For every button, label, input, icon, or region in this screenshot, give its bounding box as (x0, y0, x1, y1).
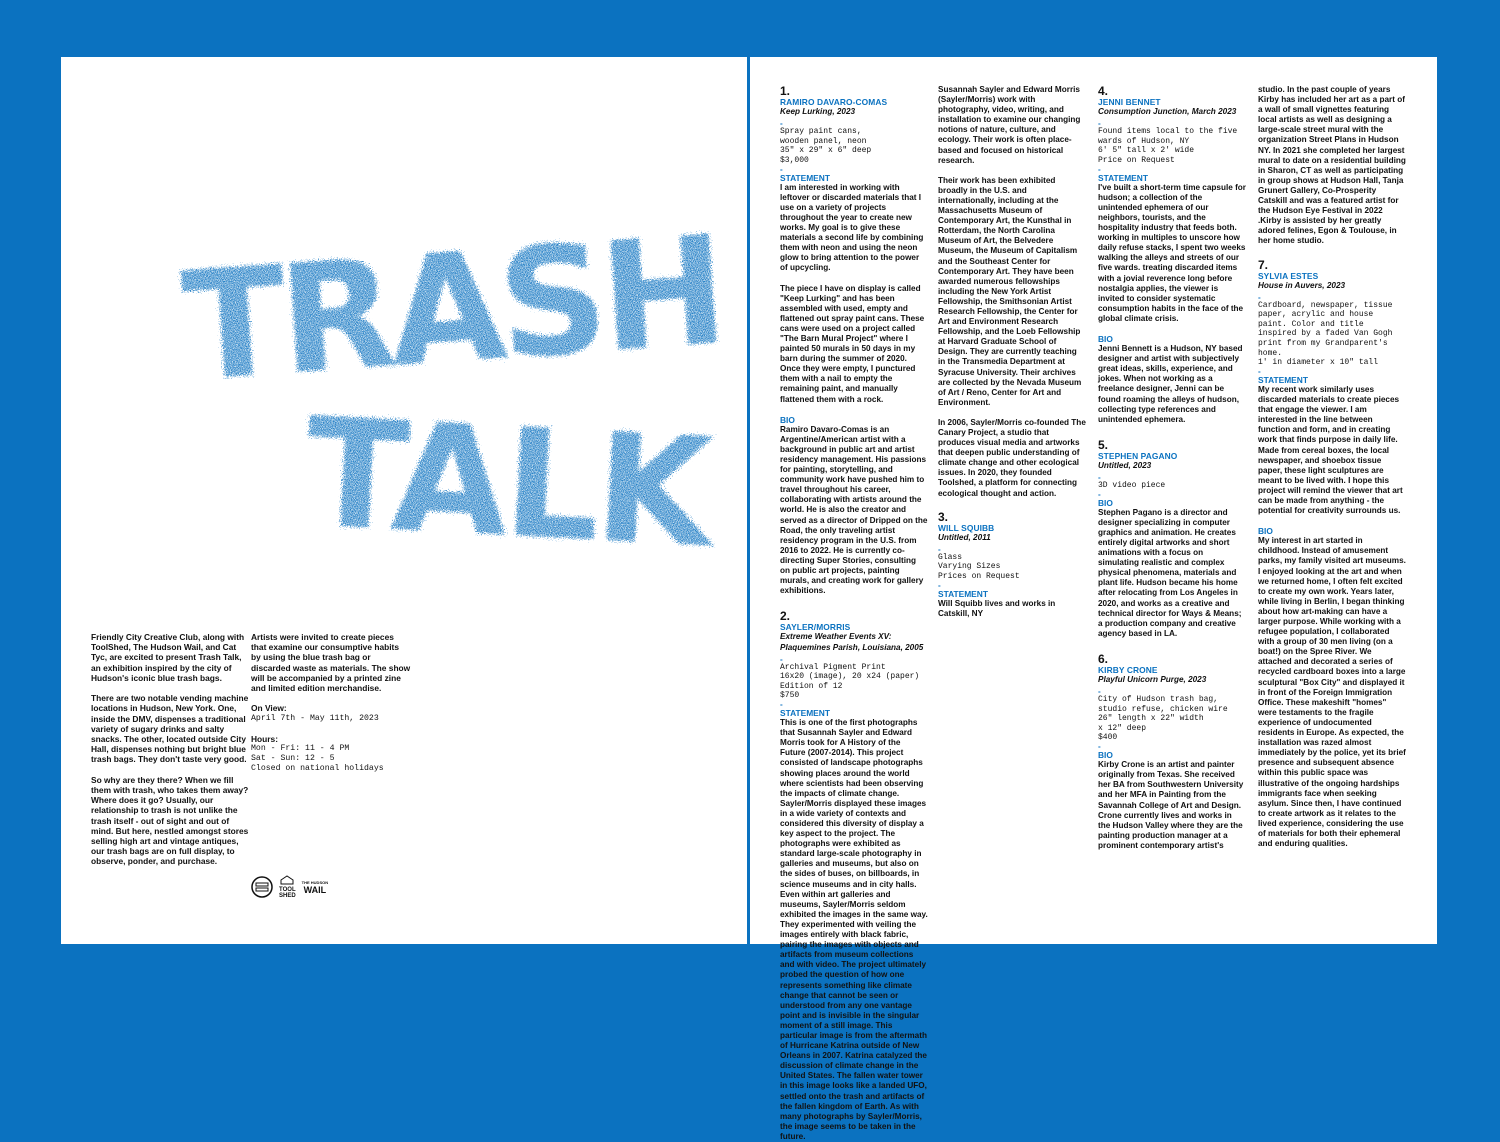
work-title: Playful Unicorn Purge, 2023 (1098, 675, 1207, 684)
divider: - (1258, 292, 1261, 302)
artist-name: WILL SQUIBB (938, 522, 995, 533)
artwork-entry (1098, 439, 1246, 639)
bio-text: Susannah Sayler and Edward Morris (Sayler/Morris) work with photography, video, writing, and installation to examine our changing notions of nature, culture, and ecology. Their work is often place-based and focused on historical research. (938, 85, 1081, 165)
divider: - (1258, 366, 1261, 376)
toolshed-house-icon (280, 875, 294, 885)
work-specs: Archival Pigment Print 16x20 (image), 20 x24 (paper) Edition of 12 $750 (780, 662, 920, 701)
statement-label: STATEMENT (1258, 374, 1308, 385)
wail-logo-text: WAIL (303, 884, 327, 895)
work-specs: Cardboard, newspaper, tissue paper, acrylic and house paint. Color and title inspired by a faded Van Gogh print from my Grandparent's home. 1' in diameter x 10" tall (1258, 300, 1393, 368)
artist-name: JENNI BENNET (1098, 97, 1161, 107)
artist-name: SAYLER/MORRIS (780, 622, 851, 633)
divider: - (780, 164, 783, 174)
divider: - (780, 654, 783, 664)
work-specs: Spray paint cans, wooden panel, neon 35" x 29" x 6" deep $3,000 (780, 127, 872, 165)
toolshed-logo-text: TOOL (279, 887, 296, 893)
work-title: House in Auvers, 2023 (1258, 280, 1346, 290)
artist-name: RAMIRO DAVARO-COMAS (780, 97, 888, 107)
intro-paragraph: There are two notable vending machine locations in Hudson, New York. One, inside the DMV, dispenses a traditional variety of sugary drinks and salty snacks. The other, located outside City Hall, dispenses nothing but bright blue trash bags. They don't taste very good. (91, 693, 249, 765)
work-title: Untitled, 2011 (938, 532, 991, 542)
bio-label: BIO (780, 414, 795, 425)
statement-text: Will Squibb lives and works in Catskill, NY (938, 598, 1056, 618)
hours-label: Hours: (251, 733, 278, 744)
bio-label: BIO (1098, 497, 1113, 508)
artwork-entry (938, 511, 1086, 619)
artist-name: SYLVIA ESTES (1258, 270, 1319, 281)
divider: - (938, 580, 941, 590)
divider: - (1098, 687, 1101, 697)
artwork-entry (1258, 259, 1406, 850)
divider: - (1098, 489, 1101, 499)
statement-text: I've built a short-term time capsule for hudson; a collection of the unintended ephemera of our neighbors, tourists, and the hospitality industry that feeds both. working in multiples to unscore how daily refuse stacks, I spent two weeks walking the alleys and streets of our five wards. treating discarded items with a jovial reverence long before nostalgia applies, the viewer is invited to consider systematic consumption habits in the face of the global climate crisis. (1098, 182, 1246, 323)
divider: - (1098, 119, 1101, 129)
bio-label: BIO (1098, 750, 1113, 761)
hours-holidays: Closed on national holidays (251, 763, 384, 773)
intro-column-1 (91, 632, 249, 877)
intro-paragraph: Friendly City Creative Club, along with ToolShed, The Hudson Wail, and Cat Tyc, are excited to present Trash Talk, an exhibition inspired by the city of Hudson's iconic blue trash bags. (91, 632, 245, 683)
wail-logo-text: THE HUDSON (301, 879, 329, 885)
artist-name: STEPHEN PAGANO (1098, 450, 1178, 461)
bio-text: Kirby Crone is an artist and painter originally from Texas. She received her BA from Southwestern University and her MFA in Painting from the Savannah College of Art and Design. Crone currently lives and works in the Hudson Valley where they are the painting production manager at a prominent contemporary artist's (1098, 760, 1244, 850)
divider: - (1098, 473, 1101, 482)
column-4 (1258, 85, 1406, 857)
bio-text: Stephen Pagano is a director and designer specializing in computer graphics and animation. He creates entirely digital artworks and short animations with a focus on simulating realistic and complex physical phenomena, materials and plant life. Hudson became his home after relocating from Los Angeles in 2020, and works as a creative and technical director for Ways & Means; a production company and creative agency based in LA. (1098, 507, 1242, 638)
bio-text: Ramiro Davaro-Comas is an Argentine/American artist with a background in public art and artist residency management. His passions for painting, storytelling, and community work have pushed him to travel throughout his career, collaborating with artists around the world. He is also the creator and served as a director of Dripped on the Road, the only traveling artist residency program in the U.S. from 2016 to 2022. He is currently co-directing Super Stories, consulting on public art projects, painting murals, and creating work for gallery exhibitions. (780, 424, 928, 596)
artist-name: KIRBY CRONE (1098, 664, 1158, 675)
artwork-entry (1098, 653, 1246, 851)
on-view-dates: April 7th - May 11th, 2023 (251, 713, 379, 723)
work-specs: Found items local to the five wards of Hudson, NY 6' 5" tall x 2' wide Price on Request (1098, 127, 1238, 165)
trash-talk-title-art (156, 177, 727, 597)
column-1 (780, 84, 928, 1141)
divider: - (1098, 164, 1101, 174)
bio-text: My interest in art started in childhood. Instead of amusement parks, my family visited art museums. I enjoyed looking at the art and when we returned home, I often felt excited to create my own work. Years later, while living in Berlin, I began thinking about how art-making can have a larger purpose. While working with a refugee population, I collaborated with a group of 30 men living (on a boat!) on the Spree River. We attached and decorated a series of recycled cardboard boxes into a large sculptural "Box City" and displayed it in front of the Foreign Immigration Office. These makeshift "homes" were testaments to the fragile experience of undocumented residents in Europe. As expected, the installation was razed almost immediately by the police, yet its brief presence and subsequent absence within this public space was illustrative of the ongoing hardships immigrants face when seeking asylum. Since then, I have continued to create artwork as it relates to the lived experience, considering the use of materials for both their ephemeral and enduring qualities. (1258, 536, 1406, 849)
intro-paragraph: Artists were invited to create pieces that examine our consumptive habits by using the blue trash bag or discarded waste as materials. The show will be accompanied by a printed zine and limited edition merchandise. (251, 632, 411, 694)
work-specs: 3D video piece (1098, 481, 1166, 490)
column-3 (1098, 85, 1246, 859)
statement-text: This is one of the first photographs that Susannah Sayler and Edward Morris took for A History of the Future (2007-2014). This project consisted of landscape photographs showing places around the world where scientists had been observing the impacts of climate change. Sayler/Morris displayed these images in a wide variety of contexts and considered this diversity of display a key aspect to the project. The photographs were exhibited as standard large-scale photography in galleries and museums, but also on the sides of buses, on billboards, in science museums and in city halls. Even within art galleries and museums, Sayler/Morris seldom exhibited the images in the same way. They experimented with veiling the images entirely with black fabric, pairing the images with objects and artifacts from museum collections and with video. The project ultimately probed the question of how one represents something like climate change that cannot be seen or understood from any one vantage point and is invisible in the singular moment of a still image. This particular image is from the aftermath of Hurricane Katrina outside of New Orleans in 2007. Katrina catalyzed the discussion of climate change in the United States. The fallen water tower in this image looks like a landed UFO, settled onto the trash and artifacts of the fallen kingdom of Earth. As with many photographs by Sayler/Morris, the image seems to be taken in the future. (780, 718, 928, 1141)
column-2 (938, 85, 1086, 627)
left-page (61, 57, 747, 944)
entry-number: 1. (780, 84, 791, 98)
statement-label: STATEMENT (780, 707, 830, 718)
entry-number: 5. (1098, 437, 1109, 452)
work-title: Untitled, 2023 (1098, 460, 1152, 470)
bio-text: In 2006, Sayler/Morris co-founded The Canary Project, a studio that produces visual media and artworks that deepen public understanding of climate change and other ecological issues. In 2020, they founded Toolshed, a platform for connecting ecological thought and action. (938, 417, 1086, 498)
bio-label: BIO (1098, 333, 1113, 344)
work-title: Consumption Junction, March 2023 (1098, 107, 1237, 117)
toolshed-logo (279, 875, 296, 899)
work-title: Keep Lurking, 2023 (780, 107, 856, 117)
entry-number: 6. (1098, 651, 1109, 666)
intro-paragraph: So why are they there? When we fill them with trash, who takes them away? Where does it go? Usually, our relationship to trash is not unlike the trash itself - out of sight and out of mind. But here, nestled amongst stores selling high art and vintage antiques, our trash bags are on full display, to observe, ponder, and purchase. (91, 774, 249, 867)
artwork-entry (1098, 85, 1246, 425)
divider: - (780, 119, 783, 129)
divider: - (1098, 742, 1101, 752)
bio-text: Their work has been exhibited broadly in the U.S. and internationally, including at the Massachusetts Museum of Contemporary Art, the Kunsthal in Rotterdam, the North Carolina Museum of Art, the Belvedere Museum, the Museum of Capitalism and the Southeast Center for Contemporary Art. They have been awarded numerous fellowships including the New York Artist Fellowship, the Smithsonian Artist Research Fellowship, the Center for Art and Environment Research Fellowship, and the Loeb Fellowship at Harvard Graduate School of Design. They are currently teaching in the Transmedia Department at Syracuse University. Their archives are collected by the Nevada Museum of Art / Reno, Center for Art and Environment. (938, 175, 1082, 407)
statement-label: STATEMENT (780, 172, 830, 183)
statement-text: The piece I have on display is called "Keep Lurking" and has been assembled with used, empty and flattened out spray paint cans. These cans were used on a project called "The Barn Mural Project" where I painted 50 murals in 50 days in my barn during the summer of 2020. Once they were empty, I punctured them with a nail to empty the remaining paint, and manually flattened them with a rock. (780, 283, 925, 404)
on-view-label: On View: (251, 703, 287, 714)
work-title: Extreme Weather Events XV: Plaquemines Parish, Louisiana, 2005 (780, 632, 924, 652)
right-page (750, 57, 1437, 1141)
statement-text: I am interested in working with leftover or discarded materials that I use on a variety of projects throughout the year to create new works. My goal is to give these materials a second life by combining them with neon and using the neon glow to bring attention to the power of upcycling. (780, 182, 924, 273)
intro-column-2 (251, 632, 411, 774)
toolshed-logo-text: SHED (279, 893, 296, 899)
bio-text: studio. In the past couple of years Kirby has included her art as a part of a wall of small vignettes featuring local artists as well as designing a large-scale street mural with the organization Street Plans in Hudson NY. In 2021 she completed her largest mural to date on a residential building in Sharon, CT as well as participating in group shows at Hudson Hall, Tanja Grunert Gallery, Co-Prosperity Catskill and was a featured artist for the Hudson Eye Festival in 2022 .Kirby is assisted by her greatly adored felines, Egon & Toulouse, in her home studio. (1258, 85, 1406, 246)
title-line-talk: TALK (301, 386, 713, 582)
divider: - (938, 544, 941, 554)
divider: - (780, 699, 783, 709)
work-specs: City of Hudson trash bag, studio refuse, chicken wire 26" length x 22" width x 12" deep $400 (1098, 695, 1228, 743)
statement-label: STATEMENT (938, 588, 988, 599)
entry-number: 3. (938, 509, 949, 524)
bio-text: Jenni Bennett is a Hudson, NY based designer and artist with subjectively great ideas, skills, experience, and jokes. When not working as a freelance designer, Jenni can be found roaming the alleys of hudson, collecting type references and unintended ephemera. (1098, 344, 1243, 424)
friendly-city-logo-icon (251, 876, 273, 898)
bio-label: BIO (1258, 526, 1273, 537)
hudson-wail-logo (302, 880, 328, 895)
artwork-entry (780, 85, 928, 596)
statement-label: STATEMENT (1098, 172, 1148, 183)
hours-weekend: Sat - Sun: 12 - 5 (251, 753, 335, 763)
entry-number: 4. (1098, 84, 1109, 98)
entry-number: 7. (1258, 257, 1269, 272)
hours-weekday: Mon - Fri: 11 - 4 PM (251, 743, 350, 753)
work-specs: Glass Varying Sizes Prices on Request (938, 552, 1020, 582)
statement-text: My recent work similarly uses discarded materials to create pieces that engage the viewer. I am interested in the line between function and form, and in creating work that finds purpose in daily life. Made from cereal boxes, the local newspaper, and shoebox tissue paper, these light sculptures are meant to be lived with. I hope this project will remind the viewer that art can be made from anything - the potential for creativity surrounds us. (1258, 384, 1403, 516)
artwork-entry (780, 609, 928, 1141)
title-line-trash: TRASH (178, 204, 727, 416)
entry-number: 2. (780, 609, 791, 624)
sponsor-logos (251, 875, 328, 899)
